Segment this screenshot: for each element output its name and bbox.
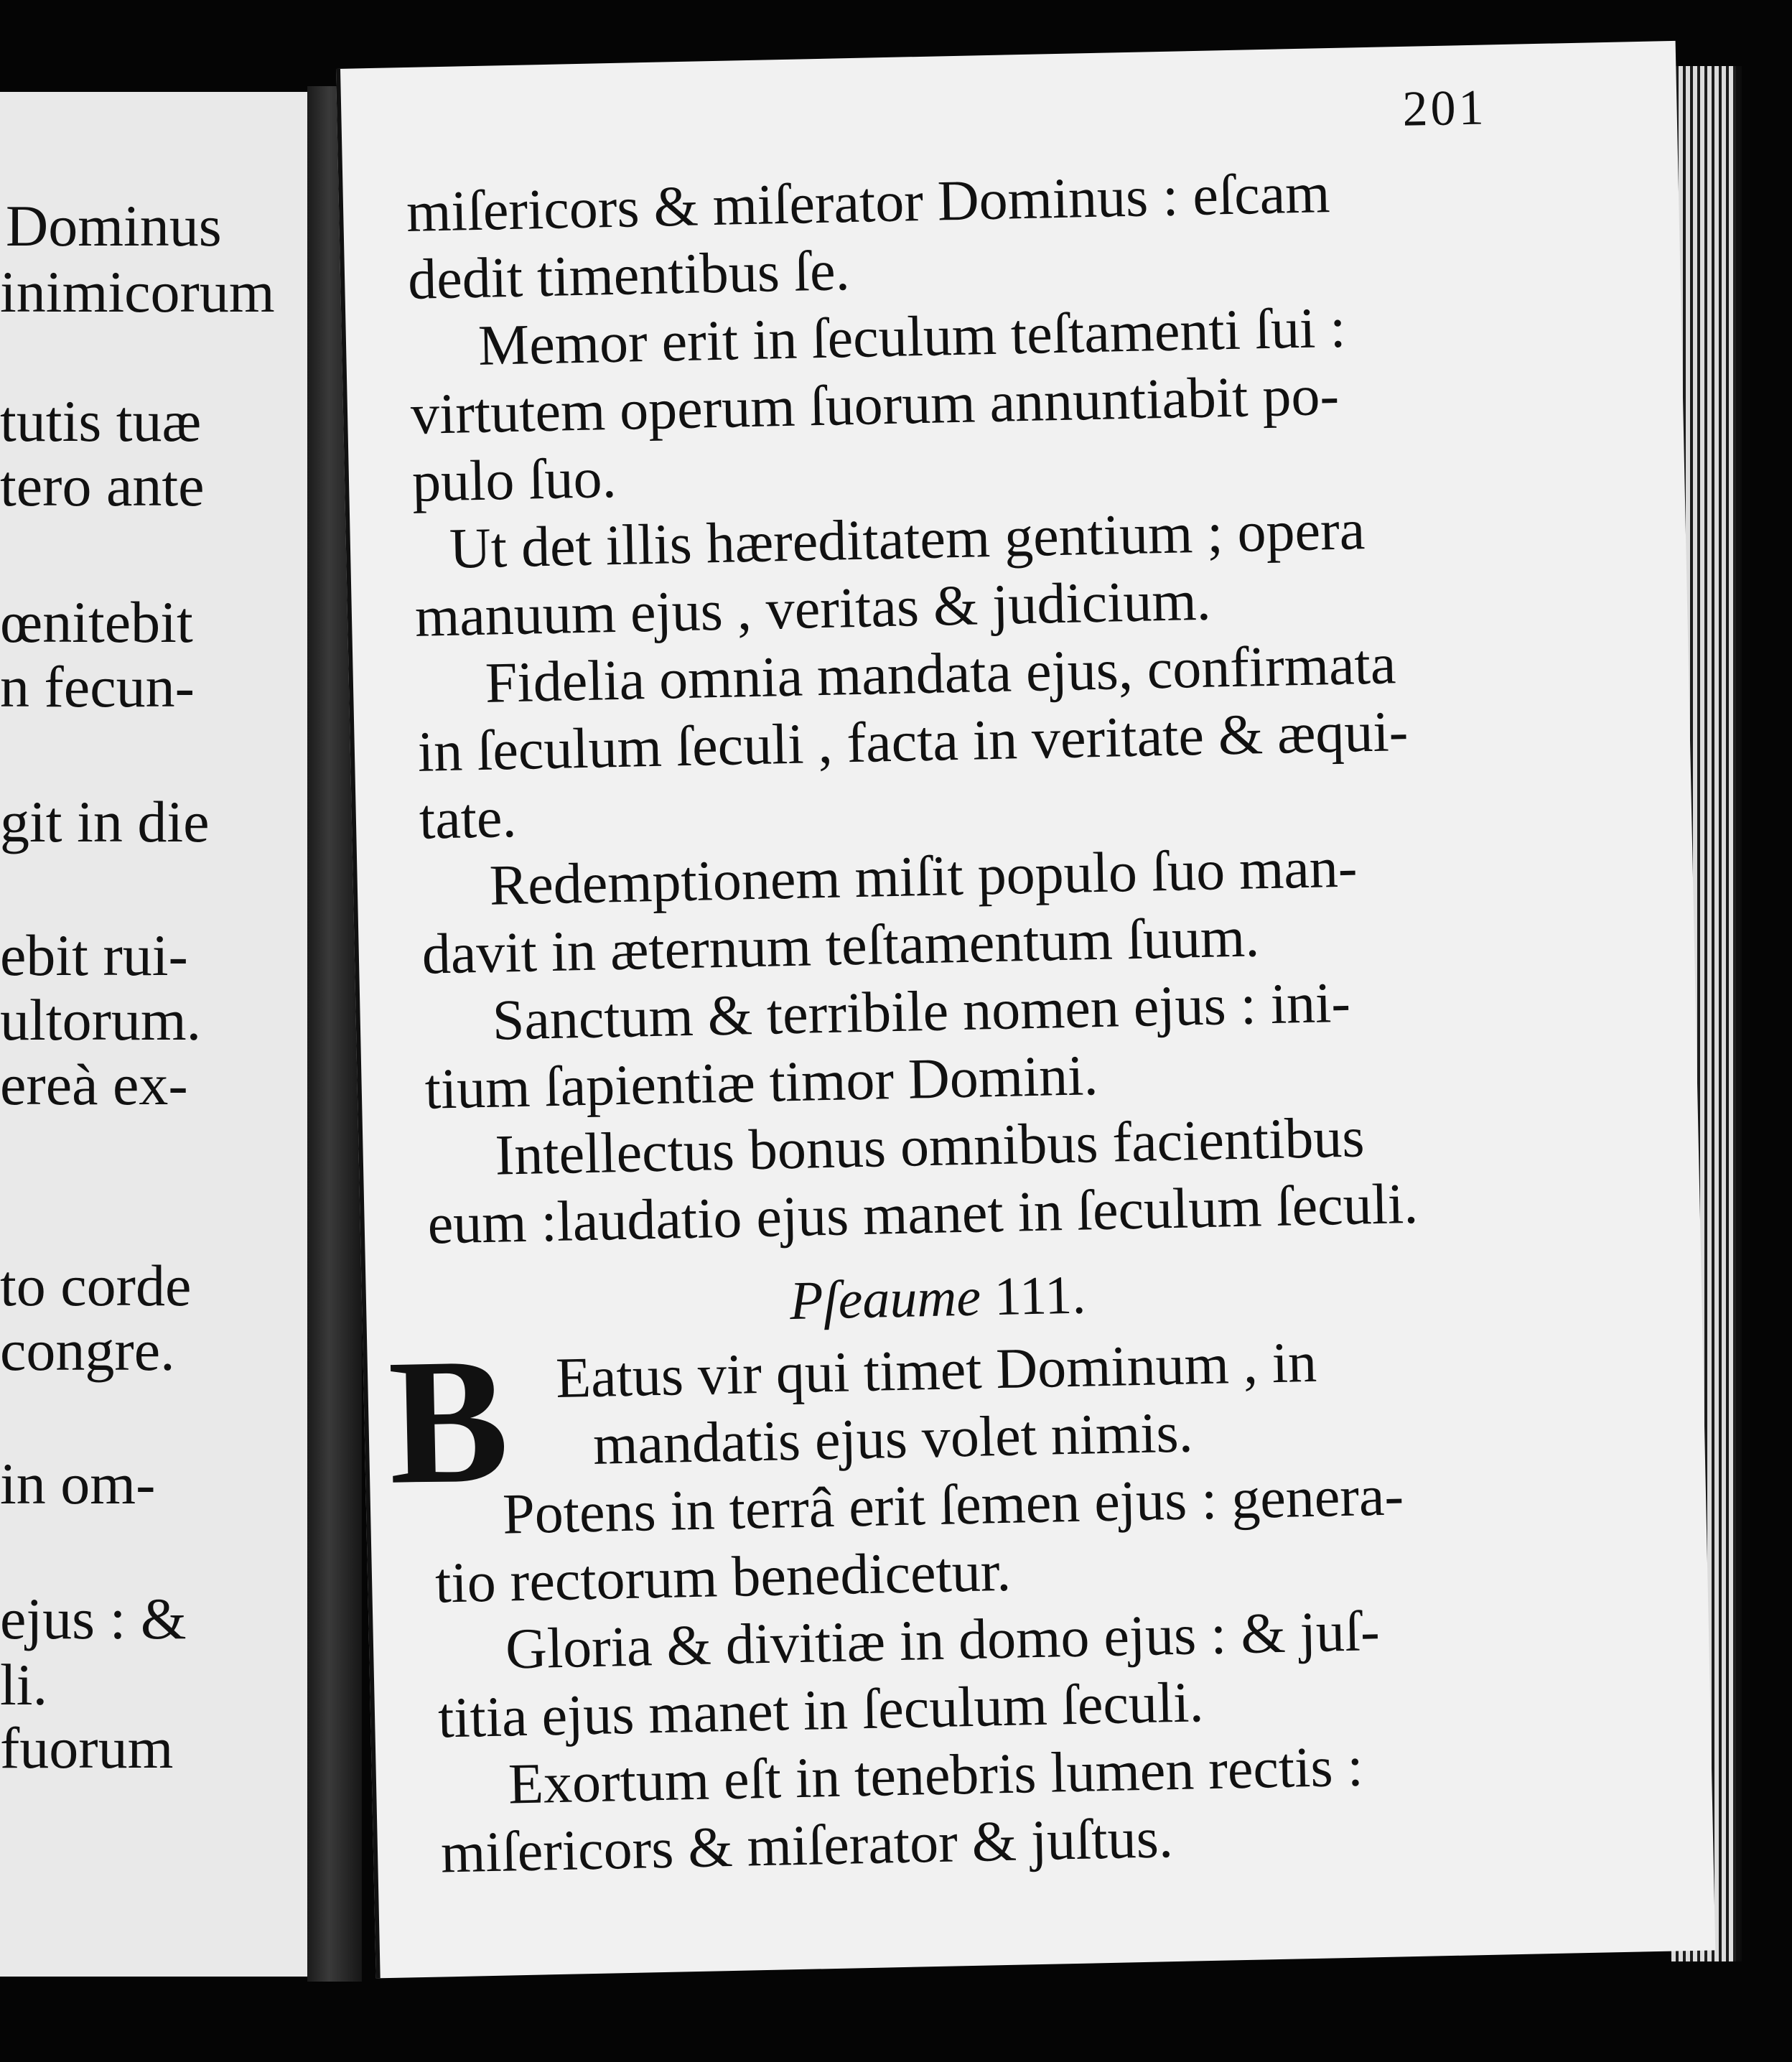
left-page-line: li. bbox=[0, 1652, 48, 1717]
text-line: pulo ſuo. bbox=[411, 446, 617, 514]
text-line: Potens in terrâ erit ſemen ejus : genera- bbox=[502, 1464, 1404, 1546]
left-page-line: n fecun- bbox=[0, 654, 195, 719]
left-page-line: git in die bbox=[0, 789, 210, 854]
text-line: manuum ejus , veritas & judicium. bbox=[414, 569, 1212, 649]
left-page-line: tutis tuæ bbox=[0, 388, 202, 454]
text-line: Redemptionem miſit populo ſuo man- bbox=[488, 836, 1358, 918]
text-line: Sanctum & terribile nomen ejus : ini- bbox=[491, 971, 1351, 1053]
text-line: dedit timentibus ſe. bbox=[407, 239, 851, 312]
text-line: tium ſapientiæ timor Domini. bbox=[424, 1044, 1099, 1121]
text-line: Gloria & divitiæ in domo ejus : & juſ- bbox=[505, 1600, 1381, 1681]
left-page-line: tero ante bbox=[0, 453, 205, 518]
text-line: davit in æternum teſtamentum ſuum. bbox=[421, 905, 1261, 986]
text-line: Memor erit in ſeculum teſtamenti ſui : bbox=[477, 296, 1347, 378]
psalm-heading-title: Pſeaume bbox=[789, 1266, 981, 1332]
left-page-line: inimicorum bbox=[0, 259, 275, 325]
text-line: virtutem operum ſuorum annuntiabit po- bbox=[410, 363, 1340, 447]
left-page-line: fuorum bbox=[0, 1715, 174, 1781]
left-page-line: congre. bbox=[0, 1317, 175, 1383]
text-line: tio rectorum benedicetur. bbox=[434, 1539, 1012, 1615]
text-line: titia ejus manet in ſeculum ſeculi. bbox=[437, 1671, 1205, 1750]
left-page-line: ebit rui- bbox=[0, 923, 188, 988]
text-line: tate. bbox=[419, 785, 518, 852]
drop-cap-initial: B bbox=[386, 1320, 511, 1522]
right-page bbox=[336, 41, 1715, 1978]
page-number: 201 bbox=[1401, 80, 1488, 137]
text-line: Ut det illis hæreditatem gentium ; opera bbox=[449, 498, 1366, 581]
left-page-line: in om- bbox=[0, 1451, 156, 1516]
text-line: Exortum eſt in tenebris lumen rectis : bbox=[508, 1735, 1364, 1816]
left-page-line: Dominus bbox=[6, 193, 222, 258]
text-line: Eatus vir qui timet Dominum , in bbox=[555, 1330, 1317, 1410]
left-page-line: to corde bbox=[0, 1253, 192, 1318]
left-page-line: ejus : & bbox=[0, 1586, 187, 1651]
text-line: in ſeculum ſeculi , facta in veritate & æqui- bbox=[417, 699, 1409, 784]
text-line: mandatis ejus volet nimis. bbox=[592, 1401, 1194, 1477]
text-line: Intellectus bonus omnibus facientibus bbox=[494, 1106, 1366, 1188]
left-page bbox=[0, 92, 307, 1977]
left-page-line: ultorum. bbox=[0, 987, 202, 1053]
text-line: eum :laudatio ejus manet in ſeculum ſeculi. bbox=[426, 1172, 1419, 1256]
psalm-heading-number: 111. bbox=[994, 1264, 1087, 1328]
psalm-heading bbox=[789, 1264, 1086, 1333]
text-line: miſericors & miſerator Dominus : eſcam bbox=[406, 162, 1331, 244]
text-line: miſericors & miſerator & juſtus. bbox=[440, 1806, 1174, 1885]
left-page-line: ereà ex- bbox=[0, 1052, 188, 1117]
left-page-line: œnitebit bbox=[0, 589, 193, 655]
text-line: Fidelia omnia mandata ejus, confirmata bbox=[485, 633, 1397, 715]
